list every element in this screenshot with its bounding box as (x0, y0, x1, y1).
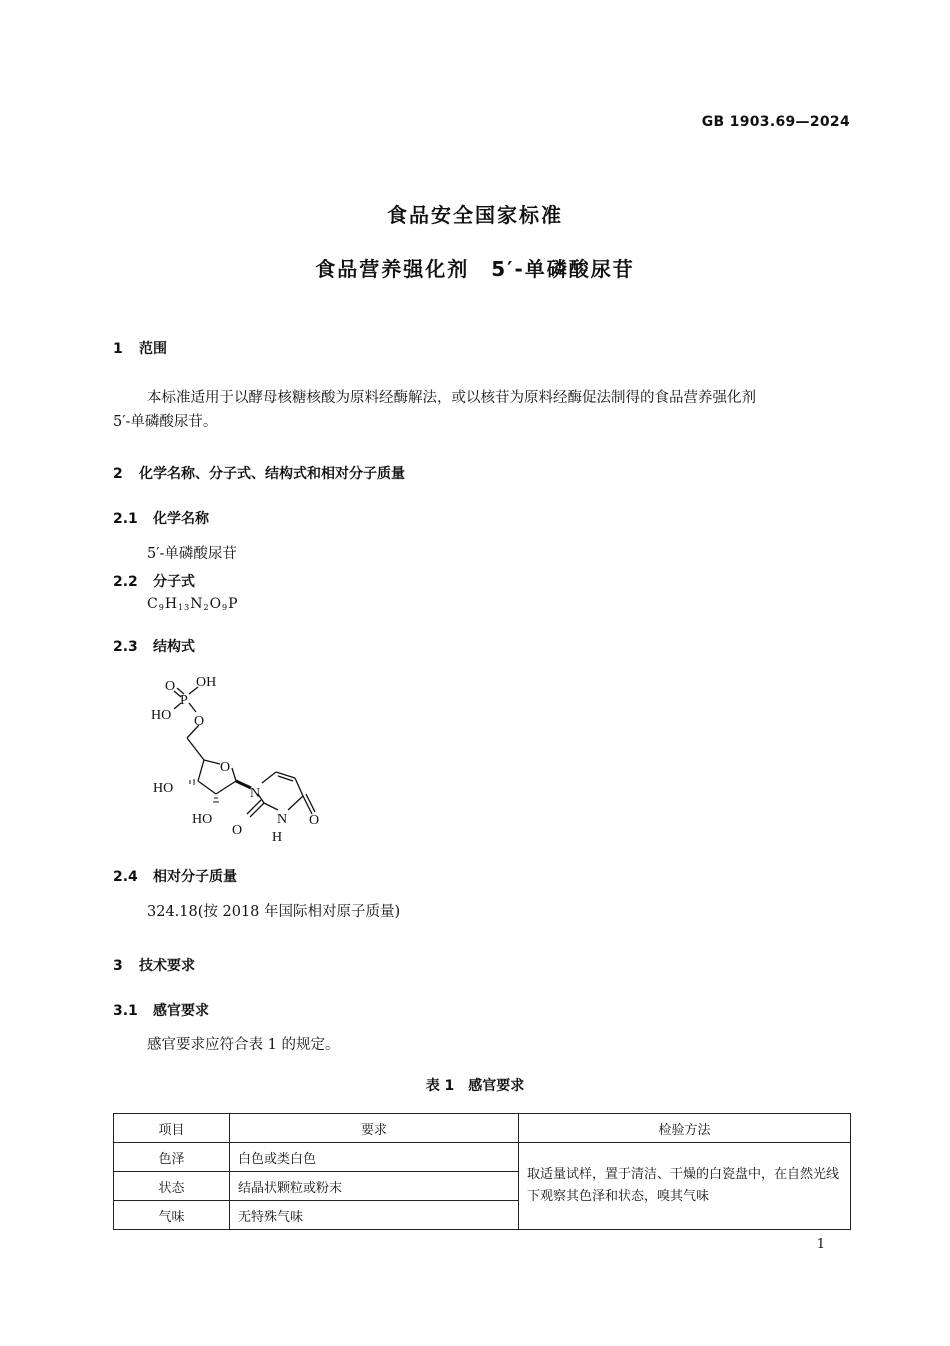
page-number: 1 (816, 1237, 825, 1252)
section-number: 3 (113, 958, 123, 974)
formula-hashed-bonds (190, 779, 219, 802)
document-title: 食品营养强化剂 5′-单磷酸尿苷 (315, 257, 635, 281)
section-heading-technical-requirements (113, 955, 195, 975)
subsection-heading-molecular-mass (113, 866, 237, 886)
subsection-number: 2.1 (113, 511, 138, 527)
subsection-heading-sensory (113, 1000, 209, 1020)
subsection-title: 分子式 (153, 574, 195, 590)
section-heading-chemistry (113, 463, 405, 483)
table-header-cell: 项目 (114, 1114, 230, 1143)
subsection-number: 2.3 (113, 639, 138, 655)
table-cell-requirement: 无特殊气味 (230, 1201, 519, 1230)
formula-bonds (174, 687, 315, 817)
section-title: 技术要求 (139, 958, 195, 974)
subsection-title: 结构式 (153, 639, 195, 655)
table-header-cell: 检验方法 (519, 1114, 851, 1143)
subsection-title: 化学名称 (153, 511, 209, 527)
table-header-cell: 要求 (230, 1114, 519, 1143)
subsection-number: 2.4 (113, 869, 138, 885)
atom-label: HO (151, 708, 172, 723)
section-title: 化学名称、分子式、结构式和相对分子质量 (139, 466, 405, 482)
atom-label: HO (153, 781, 174, 796)
subsection-heading-structure (113, 636, 195, 656)
atom-label: N (277, 812, 288, 827)
standard-title: 食品安全国家标准 (387, 203, 563, 227)
atom-label: H (272, 830, 283, 845)
table-caption: 表 1 感官要求 (425, 1078, 525, 1094)
molecular-mass-text: 324.18(按 2018 年国际相对原子质量) (147, 904, 401, 920)
subsection-title: 相对分子质量 (153, 869, 237, 885)
section-heading-scope (113, 338, 167, 358)
atom-label: O (165, 679, 176, 694)
table-header-row (114, 1114, 851, 1143)
atom-label: OH (196, 675, 217, 690)
section-number: 1 (113, 341, 123, 357)
atom-label: O (220, 760, 231, 775)
table-cell-method: 取适量试样，置于清洁、干燥的白瓷盘中，在自然光线下观察其色泽和状态，嗅其气味 (519, 1143, 851, 1230)
subsection-heading-chemical-name (113, 508, 209, 528)
standard-code: GB 1903.69—2024 (701, 114, 850, 130)
table-cell-item: 气味 (114, 1201, 230, 1230)
subsection-heading-formula (113, 571, 195, 591)
table-row (114, 1143, 851, 1172)
scope-text-line2: 5′-单磷酸尿苷。 (113, 414, 218, 430)
atom-label: HO (192, 812, 213, 827)
sensory-text: 感官要求应符合表 1 的规定。 (147, 1037, 340, 1053)
molecular-formula: $C_9H_{13}N_2O_9P$ (147, 596, 239, 612)
sensory-table (113, 1113, 851, 1230)
subsection-title: 感官要求 (153, 1003, 209, 1019)
table-cell-requirement: 白色或类白色 (230, 1143, 519, 1172)
structural-formula (140, 668, 340, 848)
atom-label: P (180, 693, 188, 708)
section-number: 2 (113, 466, 123, 482)
section-title: 范围 (139, 341, 167, 357)
subsection-number: 3.1 (113, 1003, 138, 1019)
table-cell-requirement: 结晶状颗粒或粉末 (230, 1172, 519, 1201)
atom-label: O (232, 823, 243, 838)
scope-text-line1: 本标准适用于以酵母核糖核酸为原料经酶解法，或以核苷为原料经酶促法制得的食品营养强化剂 (147, 390, 756, 406)
atom-label: O (309, 813, 320, 828)
atom-label: N (250, 786, 261, 801)
subsection-number: 2.2 (113, 574, 138, 590)
table-cell-item: 色泽 (114, 1143, 230, 1172)
chemical-name-text: 5′-单磷酸尿苷 (147, 546, 237, 562)
atom-label: O (194, 714, 205, 729)
table-cell-item: 状态 (114, 1172, 230, 1201)
